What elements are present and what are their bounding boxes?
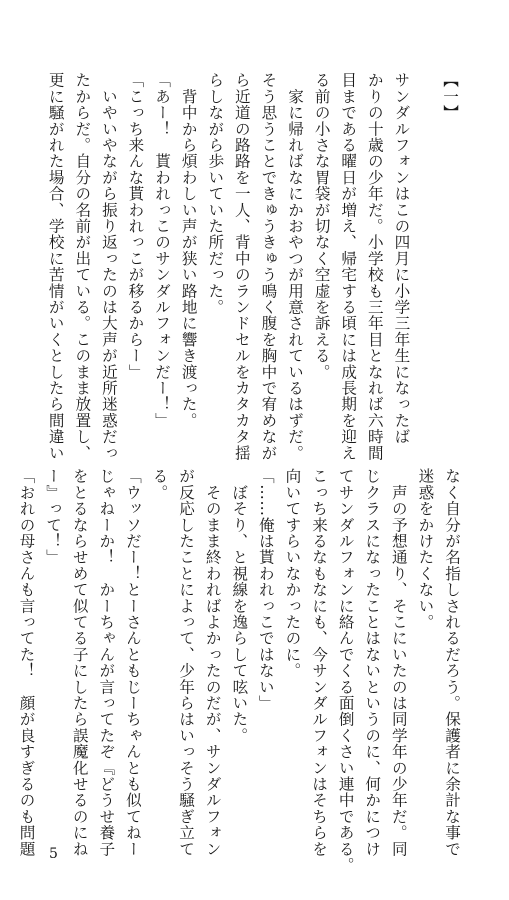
- lower-text-block: [13, 468, 465, 873]
- text-column: こっち来るなもなにも、今サンダルフォンはそちらを: [310, 468, 329, 857]
- text-column: じクラスになったことはないというのに、何かにつけ: [363, 468, 382, 857]
- text-column: なく自分が名指しされるだろう。保護者に余計な事で: [443, 468, 461, 857]
- text-column: 「おれの母さんも言ってた！ 顔が良すぎるのも問題: [17, 468, 36, 857]
- text-column: そう思うことできゅうきゅう鳴く腹を胸中で宥めなが: [259, 72, 278, 461]
- text-column: 迷惑をかけたくない。: [416, 468, 435, 630]
- text-column: ら近道の路路を一人、背中のランドセルをカタカタ揺: [232, 72, 251, 461]
- text-column: ー』って！」: [44, 468, 63, 566]
- upper-text-block: [42, 72, 463, 461]
- text-column: らしながら歩いていた所だった。: [206, 72, 225, 315]
- text-column: 家に帰ればなにかおやつが用意されているはずだ。: [286, 72, 305, 461]
- text-column: る前の小さな胃袋が切なく空虚を訴える。: [312, 72, 331, 380]
- text-column: 「ウッソだー！とーさんともじーちゃんとも似てねー: [123, 468, 142, 857]
- text-column: 「……俺は貰われっこではない」: [256, 468, 275, 711]
- chapter-heading: 【一】: [441, 72, 459, 121]
- text-column: いやいやながら振り返ったのは大声が近所迷惑だっ: [99, 72, 118, 461]
- text-column: 声の予想通り、そこにいたのは同学年の少年だ。同: [389, 468, 408, 857]
- page-number: 5: [49, 846, 58, 862]
- text-column: かりの十歳の少年だ。小学校も三年目となれば六時間: [365, 72, 384, 461]
- text-column: 更に騒がれた場合、学校に苦情がいくとしたら間違い: [46, 72, 65, 461]
- text-column: 背中から煩わしい声が狭い路地に響き渡った。: [179, 72, 198, 429]
- text-column: る。: [150, 468, 169, 501]
- text-column: 向いてすらいなかったのに。: [283, 468, 302, 679]
- text-column: そのまま終わればよかったのだが、サンダルフォン: [203, 468, 222, 857]
- text-column: をとるならせめて似てる子にしたら誤魔化せるのにね: [70, 468, 89, 857]
- text-column: ぼそり、と視線を逸らして呟いた。: [230, 468, 249, 744]
- text-column: てサンダルフォンに絡んでくる面倒くさい連中である。: [336, 468, 355, 873]
- text-column: 目まである曜日が増え、帰宅する頃には成長期を迎え: [339, 72, 358, 461]
- text-column: たからだ。自分の名前が出ている。このまま放置し、: [73, 72, 92, 461]
- text-column: じゃねーか！ かーちゃんが言ってたぞ『どうせ養子: [97, 468, 116, 857]
- text-column: 「あー！ 貰われっこのサンダルフォンだー！」: [153, 72, 172, 429]
- text-column: 「こっち来んな貰われっこが移るからー」: [126, 72, 145, 380]
- text-column: サンダルフォンはこの四月に小学三年生になったば: [392, 72, 411, 445]
- text-column: が反応したことによって、少年らはいっそう騒ぎ立て: [177, 468, 196, 857]
